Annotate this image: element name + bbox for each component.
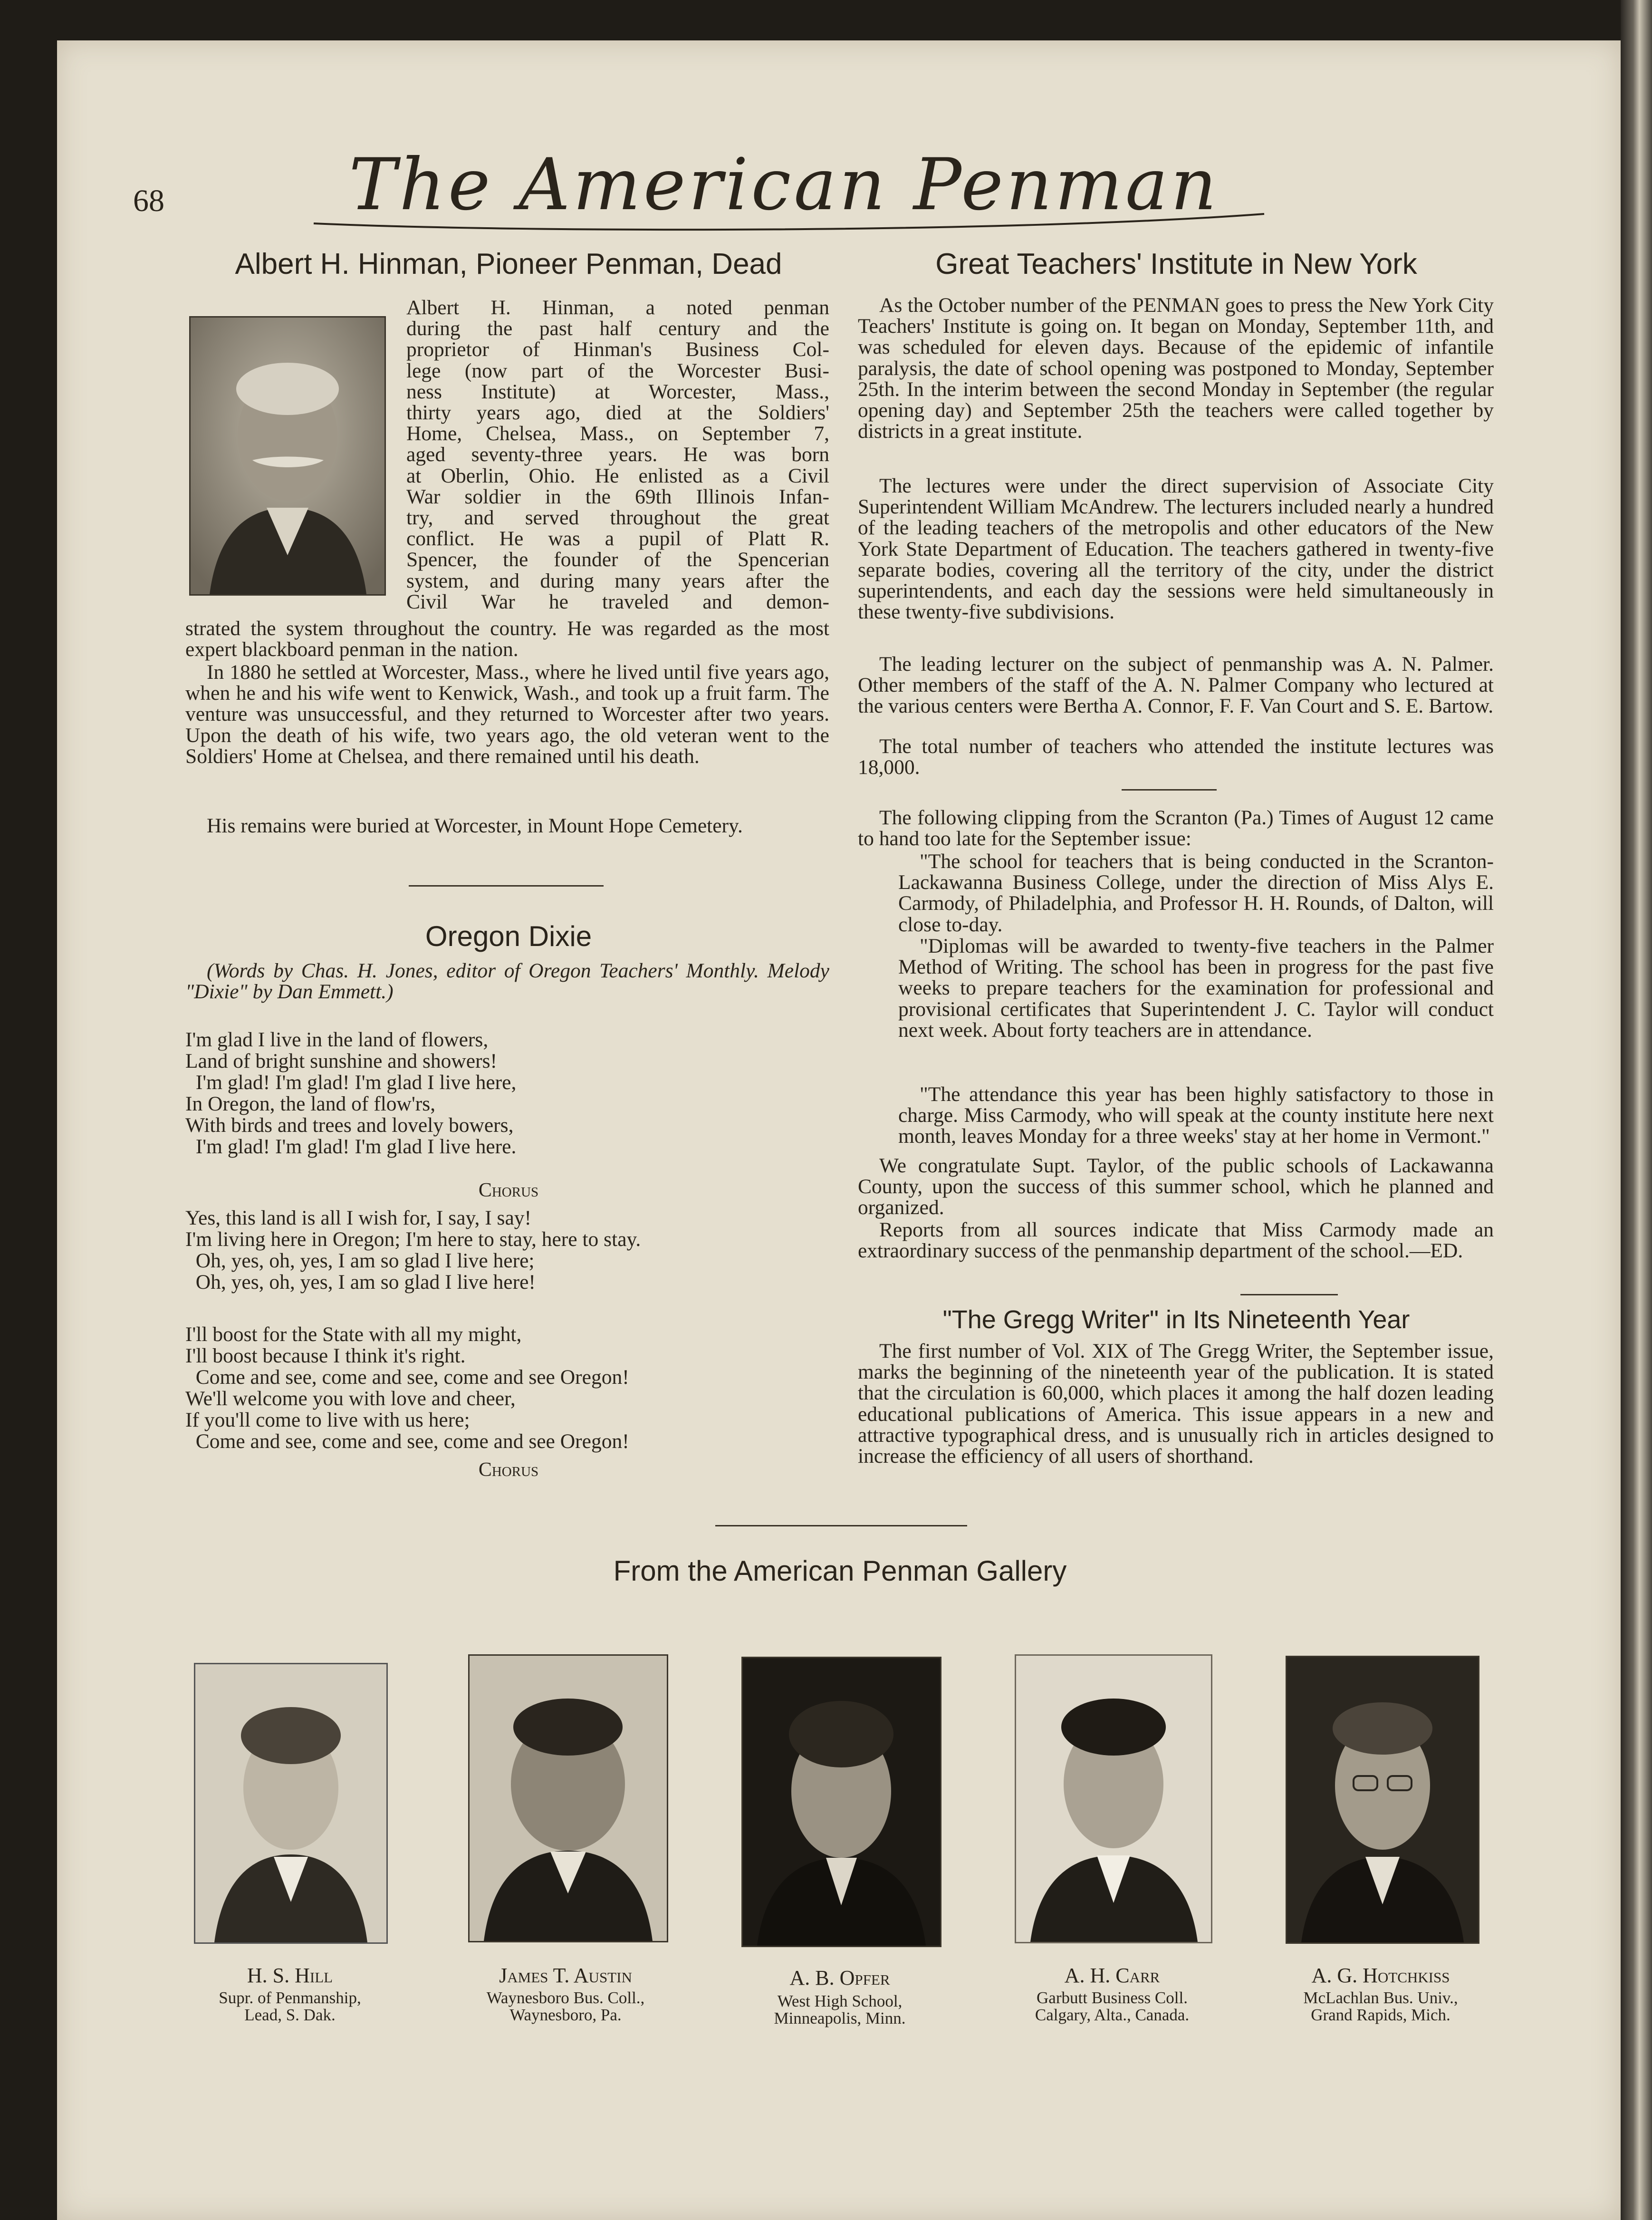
scranton-intro: The following clipping from the Scranton (Pa.) Times of August 12 came to hand too late for the September issue: <box>858 806 1494 850</box>
hinman-line: conflict. He was a pupil of Platt R. <box>406 527 829 550</box>
institute-title: Great Teachers' Institute in New York <box>935 248 1417 280</box>
hinman-para-2: In 1880 he settled at Worcester, Mass., where he lived until five years ago, when he and his wife went to Kenwick, Wash., and took up a fruit farm. The venture was unsuccessful, and they returned to Worcester after two years. Upon the death of his wife, two years ago, the old veteran went to the Soldiers' Home at Chelsea, and there remained until his death. <box>185 661 829 768</box>
institute-para-4: The total number of teachers who attended the institute lectures was 18,000. <box>858 735 1494 779</box>
hinman-line: ness Institute) at Worcester, Mass., <box>406 380 829 403</box>
hinman-line: proprietor of Hinman's Business Col- <box>406 338 829 361</box>
book-binding-edge <box>1621 0 1652 2220</box>
caption-line: Lead, S. Dak. <box>244 2006 336 2024</box>
institute-para-2: The lectures were under the direct supervision of Associate City Superintendent William McAndrew. The lecturers included nearly a hundred of the leading teachers of the metropolis and other educators of the New York State Department of Education. The teachers gathered in twenty-five separate bodies, covering all the territory of the city, under the district superintendents, and each day the sessions were held simultaneously in these twenty-five subdivisions. <box>858 474 1494 624</box>
hinman-line: at Oberlin, Ohio. He enlisted as a Civil <box>406 464 829 487</box>
gallery-portrait-opfer <box>741 1657 941 1947</box>
gallery-portrait-austin <box>468 1654 668 1942</box>
scranton-para-1: We congratulate Supt. Taylor, of the public schools of Lackawanna County, upon the success of this summer school, which he planned and organized. <box>858 1154 1494 1219</box>
hinman-line: system, and during many years after the <box>406 569 829 592</box>
gallery-portrait-hill <box>194 1663 388 1944</box>
caption-line: Minneapolis, Minn. <box>774 2009 906 2027</box>
hinman-line: Home, Chelsea, Mass., on September 7, <box>406 422 829 445</box>
gallery-affiliation-austin <box>451 1989 680 2024</box>
gallery-name-hotchkiss: A. G. Hotchkiss <box>1311 1964 1450 1987</box>
hinman-title: Albert H. Hinman, Pioneer Penman, Dead <box>235 248 782 280</box>
caption-line: Waynesboro Bus. Coll., <box>486 1988 645 2007</box>
song-line: With birds and trees and lovely bowers, <box>185 1114 514 1137</box>
gallery-portrait-carr <box>1015 1654 1212 1943</box>
institute-para-1: As the October number of the PENMAN goes to press the New York City Teachers' Institute is going on. It began on Monday, September 11th, and was scheduled for eleven days. Because of the epidemic of infantile paralysis, the date of school opening was postponed to Monday, September 25th. In the interim between the second Monday in September (the regular opening day) and September 25th the teachers were called together by districts in a great institute. <box>858 294 1494 443</box>
gallery-name-opfer: A. B. Opfer <box>789 1966 890 1989</box>
song-line: I'll boost for the State with all my might, <box>185 1323 522 1346</box>
song-line: Yes, this land is all I wish for, I say, I say! <box>185 1207 532 1229</box>
scranton-para-2: Reports from all sources indicate that Miss Carmody made an extraordinary success of the penmanship department of the school.—ED. <box>858 1218 1494 1263</box>
gallery-affiliation-hill <box>176 1989 404 2024</box>
song-line: I'm glad I live in the land of flowers, <box>185 1028 489 1051</box>
hinman-line: lege (now part of the Worcester Busi- <box>406 359 829 382</box>
hinman-line: War soldier in the 69th Illinois Infan- <box>406 485 829 508</box>
oregon-title: Oregon Dixie <box>425 920 592 952</box>
portrait-image <box>743 1658 940 1946</box>
gallery-name-austin: James T. Austin <box>499 1964 632 1987</box>
song-line: If you'll come to live with us here; <box>185 1409 470 1431</box>
song-line: Come and see, come and see, come and see Oregon! <box>185 1430 629 1453</box>
hinman-para-1-rest: strated the system throughout the country. He was regarded as the most expert blackboard penman in the nation. <box>185 617 829 661</box>
section-divider <box>1122 789 1217 791</box>
scranton-quote-3: "The attendance this year has been highly satisfactory to those in charge. Miss Carmody, who will speak at the county institute here next month, leaves Monday for a three weeks' stay at her home in Vermont." <box>898 1083 1494 1148</box>
hinman-line: during the past half century and the <box>406 317 829 340</box>
gregg-para: The first number of Vol. XIX of The Gregg Writer, the September issue, marks the beginning of the nineteenth year of the publication. It is stated that the circulation is 60,000, which places it among the half dozen leading educational publications of America. This issue appears in a new and attractive typographical dress, and is unusually rich in articles designed to increase the efficiency of all users of shorthand. <box>858 1340 1494 1468</box>
caption-line: Garbutt Business Coll. <box>1037 1988 1188 2007</box>
gallery-affiliation-hotchkiss <box>1267 1989 1495 2024</box>
portrait-image <box>195 1664 386 1942</box>
hinman-para-3: His remains were buried at Worcester, in Mount Hope Cemetery. <box>207 814 743 837</box>
song-line: I'm glad! I'm glad! I'm glad I live here, <box>185 1071 517 1094</box>
song-line: Oh, yes, oh, yes, I am so glad I live here; <box>185 1249 535 1272</box>
masthead-title: The American Penman <box>349 144 1220 226</box>
hinman-line: try, and served throughout the great <box>406 506 829 530</box>
hinman-portrait <box>189 316 386 596</box>
hinman-para-1-beside-photo <box>406 297 829 612</box>
institute-para-3: The leading lecturer on the subject of penmanship was A. N. Palmer. Other members of the staff of the A. N. Palmer Company who lectured at the various centers were Bertha A. Connor, F. F. Van Court and S. E. Bartow. <box>858 653 1494 718</box>
gallery-portrait-hotchkiss <box>1286 1656 1479 1944</box>
hinman-line: thirty years ago, died at the Soldiers' <box>406 401 829 425</box>
gallery-name-carr: A. H. Carr <box>1064 1964 1160 1987</box>
song-line: Oh, yes, oh, yes, I am so glad I live here! <box>185 1271 536 1293</box>
portrait-image <box>470 1656 667 1941</box>
portrait-image <box>1287 1657 1478 1942</box>
caption-line: Grand Rapids, Mich. <box>1311 2006 1450 2024</box>
caption-line: Calgary, Alta., Canada. <box>1035 2006 1190 2024</box>
hinman-line: aged seventy-three years. He was born <box>406 443 829 466</box>
hinman-line: Albert H. Hinman, a noted penman <box>406 296 829 319</box>
chorus-label-2: Chorus <box>478 1459 539 1481</box>
gallery-affiliation-opfer <box>726 1993 954 2027</box>
song-line: I'll boost because I think it's right. <box>185 1344 466 1367</box>
gallery-title: From the American Penman Gallery <box>613 1555 1067 1587</box>
chorus-label: Chorus <box>478 1179 539 1201</box>
page-number: 68 <box>133 183 164 218</box>
gallery-name-hill: H. S. Hill <box>247 1964 333 1987</box>
scranton-quote-2: "Diplomas will be awarded to twenty-five teachers in the Palmer Method of Writing. The school has been in progress for the past five weeks to prepare teachers for the examination for professional and provisional certificates that Superintendent J. C. Taylor will conduct next week. About forty teachers are in attendance. <box>898 935 1494 1042</box>
song-line: Land of bright sunshine and showers! <box>185 1050 498 1072</box>
masthead-logo <box>295 143 1274 238</box>
portrait-image <box>191 318 384 594</box>
oregon-credit: (Words by Chas. H. Jones, editor of Oregon Teachers' Monthly. Melody "Dixie" by Dan Emmett.) <box>185 959 829 1004</box>
gallery-divider <box>715 1525 967 1526</box>
caption-line: McLachlan Bus. Univ., <box>1303 1988 1458 2007</box>
song-line: I'm living here in Oregon; I'm here to stay, here to stay. <box>185 1228 641 1251</box>
portrait-image <box>1016 1656 1211 1942</box>
scranton-quote-1: "The school for teachers that is being conducted in the Scranton-Lackawanna Business College, under the direction of Miss Alys E. Carmody, of Philadelphia, and Professor H. H. Rounds, of Dalton, will close to-day. <box>898 850 1494 936</box>
section-divider <box>409 885 604 887</box>
gregg-title: "The Gregg Writer" in Its Nineteenth Year <box>942 1305 1410 1334</box>
song-line: We'll welcome you with love and cheer, <box>185 1387 516 1410</box>
song-line: In Oregon, the land of flow'rs, <box>185 1092 436 1115</box>
gallery-affiliation-carr <box>998 1989 1226 2024</box>
hinman-line: Civil War he traveled and demon- <box>406 590 829 613</box>
caption-line: West High School, <box>777 1992 903 2010</box>
song-line: I'm glad! I'm glad! I'm glad I live here. <box>185 1135 517 1158</box>
song-line: Come and see, come and see, come and see Oregon! <box>185 1366 629 1389</box>
hinman-line: Spencer, the founder of the Spencerian <box>406 548 829 571</box>
section-divider <box>1240 1294 1338 1295</box>
caption-line: Supr. of Penmanship, <box>219 1988 361 2007</box>
caption-line: Waynesboro, Pa. <box>509 2006 622 2024</box>
